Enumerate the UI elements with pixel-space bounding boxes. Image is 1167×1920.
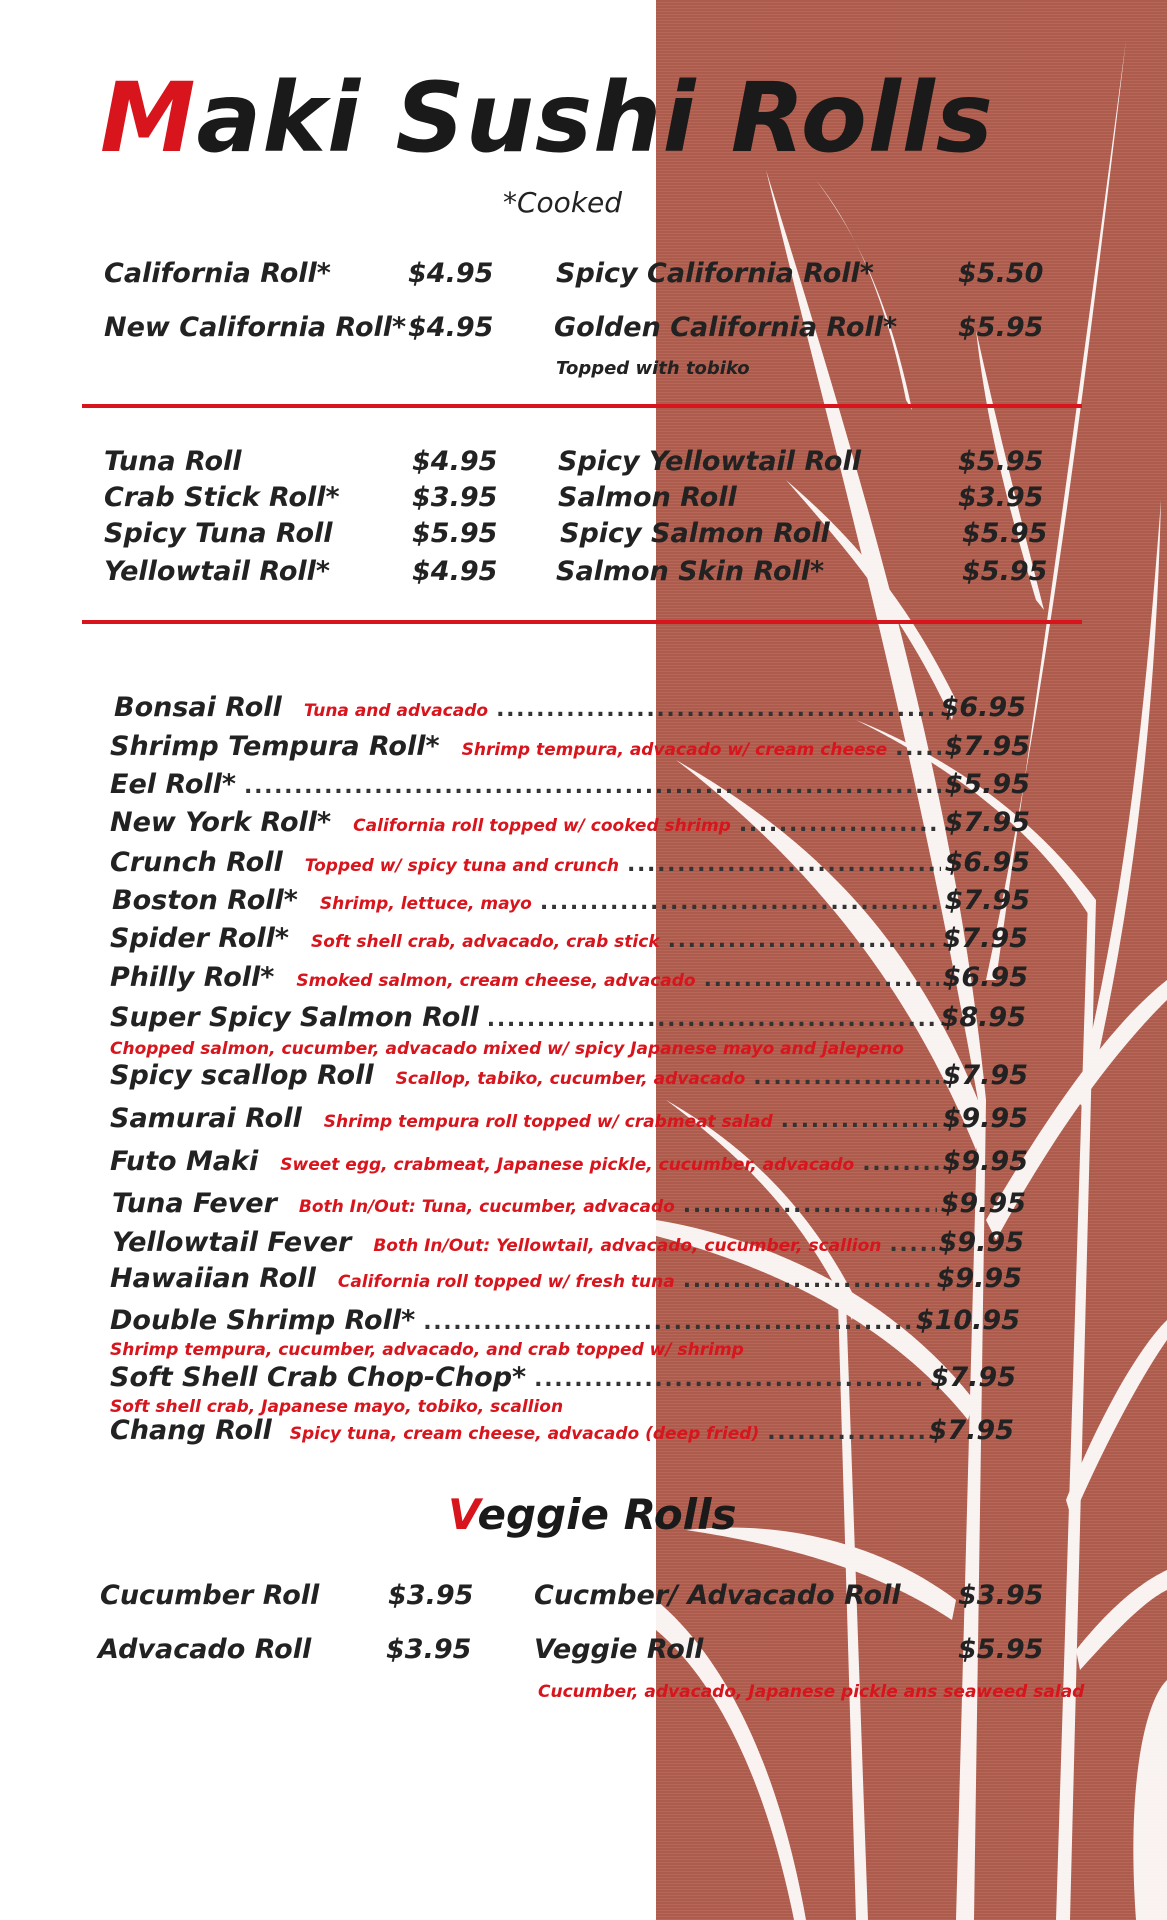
menu-item-price: $9.95 — [936, 1263, 1022, 1294]
menu-item-price: $7.95 — [944, 807, 1030, 838]
menu-item-price: $7.95 — [930, 1362, 1016, 1393]
menu-item-name: Chang Roll — [110, 1415, 272, 1446]
list-item — [110, 1362, 1016, 1398]
dot-leader — [627, 852, 941, 877]
list-item — [112, 1188, 1026, 1224]
section-divider — [82, 404, 1082, 408]
menu-item-description: Spicy tuna, cream cheese, advacado (deep fried) — [289, 1424, 760, 1444]
menu-item-description: California roll topped w/ fresh tuna — [337, 1272, 675, 1292]
menu-item-price: $3.95 — [386, 1634, 472, 1665]
menu-item-description: Both In/Out: Yellowtail, advacado, cucumber, scallion — [373, 1236, 882, 1256]
dot-leader — [889, 1232, 934, 1257]
menu-item-price: $3.95 — [412, 482, 498, 513]
menu-item-name: Futo Maki — [110, 1146, 259, 1177]
menu-item-name: Spicy Tuna Roll — [104, 518, 333, 549]
menu-item-description: Smoked salmon, cream cheese, advacado — [296, 971, 696, 991]
section-divider — [82, 620, 1082, 624]
list-item — [110, 1415, 1014, 1451]
list-item — [110, 769, 1030, 805]
section-title-veggie-rolls — [448, 1490, 736, 1539]
dot-leader — [753, 1065, 938, 1090]
menu-item-name: Yellowtail Roll* — [104, 556, 331, 587]
cooked-note: *Cooked — [503, 186, 623, 219]
dot-leader — [895, 736, 940, 761]
menu-item-name: New California Roll* — [104, 312, 407, 343]
menu-item-name: Golden California Roll* — [554, 312, 898, 343]
list-item — [110, 1060, 1028, 1096]
menu-item-name: Hawaiian Roll — [110, 1263, 316, 1294]
menu-item-price: $4.95 — [412, 556, 498, 587]
menu-item-name: Veggie Roll — [534, 1634, 704, 1665]
menu-item-price: $5.50 — [958, 258, 1044, 289]
list-item — [110, 847, 1030, 883]
dot-leader — [244, 774, 941, 799]
menu-item-description: Soft shell crab, Japanese mayo, tobiko, scallion — [110, 1397, 564, 1417]
list-item — [112, 885, 1030, 921]
title-first-letter: M — [100, 62, 197, 174]
menu-item-name: California Roll* — [104, 258, 331, 289]
menu-item-description: Shrimp tempura, advacado w/ cream cheese — [461, 740, 888, 760]
dot-leader — [704, 967, 939, 992]
list-item — [110, 1263, 1022, 1299]
menu-item-price: $5.95 — [958, 1634, 1044, 1665]
dot-leader — [683, 1268, 933, 1293]
dot-leader — [496, 697, 937, 722]
list-item — [110, 731, 1030, 767]
dot-leader — [423, 1310, 912, 1335]
list-item — [114, 692, 1026, 728]
menu-item-price: $7.95 — [942, 923, 1028, 954]
menu-item-description: Sweet egg, crabmeat, Japanese pickle, cucumber, advacado — [280, 1155, 855, 1175]
menu-item-description: Tuna and advacado — [303, 701, 489, 721]
list-item — [110, 1146, 1028, 1182]
menu-item-name: New York Roll* — [110, 807, 332, 838]
menu-item-name: Double Shrimp Roll* — [110, 1305, 416, 1336]
menu-item-description: Both In/Out: Tuna, cucumber, advacado — [298, 1197, 675, 1217]
menu-item-price: $4.95 — [408, 312, 494, 343]
menu-item-price: $9.95 — [942, 1103, 1028, 1134]
menu-item-name: Crab Stick Roll* — [104, 482, 340, 513]
list-item — [110, 1305, 1020, 1341]
page-title — [100, 62, 994, 174]
menu-item-price: $9.95 — [938, 1227, 1024, 1258]
dot-leader — [668, 928, 939, 953]
menu-item-price: $5.95 — [944, 769, 1030, 800]
menu-item-name: Philly Roll* — [110, 962, 275, 993]
menu-item-name: Spider Roll* — [110, 923, 290, 954]
menu-item-price: $10.95 — [915, 1305, 1020, 1336]
dot-leader — [534, 1367, 926, 1392]
menu-item-name: Boston Roll* — [112, 885, 298, 916]
menu-item-description: Chopped salmon, cucumber, advacado mixed w/ spicy Japanese mayo and jalepeno — [110, 1039, 904, 1059]
menu-item-price: $5.95 — [962, 556, 1048, 587]
list-item — [110, 807, 1030, 843]
menu-item-price: $9.95 — [942, 1146, 1028, 1177]
menu-item-price: $3.95 — [958, 482, 1044, 513]
menu-item-price: $7.95 — [942, 1060, 1028, 1091]
menu-item-name: Tuna Fever — [112, 1188, 277, 1219]
menu-item-description: Shrimp tempura, cucumber, advacado, and crab topped w/ shrimp — [110, 1340, 744, 1360]
menu-item-name: Shrimp Tempura Roll* — [110, 731, 440, 762]
menu-item-name: Yellowtail Fever — [112, 1227, 352, 1258]
menu-item-name: Bonsai Roll — [114, 692, 282, 723]
list-item — [112, 1227, 1024, 1263]
title-rest: aki Sushi Rolls — [196, 62, 994, 174]
menu-item-price: $5.95 — [958, 446, 1044, 477]
menu-item-price: $7.95 — [944, 885, 1030, 916]
menu-item-name: Spicy California Roll* — [556, 258, 874, 289]
menu-item-name: Salmon Roll — [558, 482, 737, 513]
menu-item-price: $5.95 — [962, 518, 1048, 549]
menu-item-price: $4.95 — [408, 258, 494, 289]
dot-leader — [487, 1007, 937, 1032]
menu-item-name: Samurai Roll — [110, 1103, 302, 1134]
list-item — [110, 1002, 1026, 1038]
dot-leader — [739, 812, 941, 837]
menu-item-price: $8.95 — [940, 1002, 1026, 1033]
menu-item-name: Cucmber/ Advacado Roll — [534, 1580, 901, 1611]
menu-item-name: Spicy Yellowtail Roll — [558, 446, 861, 477]
menu-item-price: $6.95 — [942, 962, 1028, 993]
menu-item-description: Soft shell crab, advacado, crab stick — [311, 932, 660, 952]
menu-item-description: Topped with tobiko — [556, 358, 750, 379]
dot-leader — [781, 1108, 939, 1133]
menu-item-name: Super Spicy Salmon Roll — [110, 1002, 479, 1033]
menu-item-description: Scallop, tabiko, cucumber, advacado — [395, 1069, 746, 1089]
menu-item-price: $6.95 — [940, 692, 1026, 723]
menu-item-name: Advacado Roll — [98, 1634, 312, 1665]
menu-item-description: Cucumber, advacado, Japanese pickle ans seaweed salad — [538, 1682, 1085, 1702]
dot-leader — [862, 1151, 938, 1176]
menu-item-price: $9.95 — [940, 1188, 1026, 1219]
menu-item-name: Eel Roll* — [110, 769, 237, 800]
menu-item-description: Topped w/ spicy tuna and crunch — [304, 856, 620, 876]
dot-leader — [683, 1193, 937, 1218]
menu-item-name: Soft Shell Crab Chop-Chop* — [110, 1362, 527, 1393]
list-item — [110, 923, 1028, 959]
menu-item-name: Spicy scallop Roll — [110, 1060, 374, 1091]
menu-item-name: Crunch Roll — [110, 847, 283, 878]
menu-item-price: $5.95 — [412, 518, 498, 549]
menu-item-price: $4.95 — [412, 446, 498, 477]
menu-item-price: $3.95 — [958, 1580, 1044, 1611]
menu-item-name: Spicy Salmon Roll — [560, 518, 830, 549]
dot-leader — [767, 1420, 924, 1445]
menu-item-description: Shrimp, lettuce, mayo — [319, 894, 532, 914]
menu-item-price: $6.95 — [944, 847, 1030, 878]
dot-leader — [540, 890, 941, 915]
menu-item-price: $5.95 — [958, 312, 1044, 343]
menu-item-price: $3.95 — [388, 1580, 474, 1611]
list-item — [110, 1103, 1028, 1139]
menu-item-name: Tuna Roll — [104, 446, 242, 477]
menu-item-price: $7.95 — [928, 1415, 1014, 1446]
list-item — [110, 962, 1028, 998]
menu-item-price: $7.95 — [944, 731, 1030, 762]
menu-item-name: Cucumber Roll — [100, 1580, 320, 1611]
menu-item-description: Shrimp tempura roll topped w/ crabmeat salad — [323, 1112, 773, 1132]
menu-item-description: California roll topped w/ cooked shrimp — [353, 816, 731, 836]
menu-item-name: Salmon Skin Roll* — [556, 556, 825, 587]
veggie-title-first-letter: V — [448, 1490, 478, 1539]
veggie-title-rest: eggie Rolls — [477, 1490, 737, 1539]
